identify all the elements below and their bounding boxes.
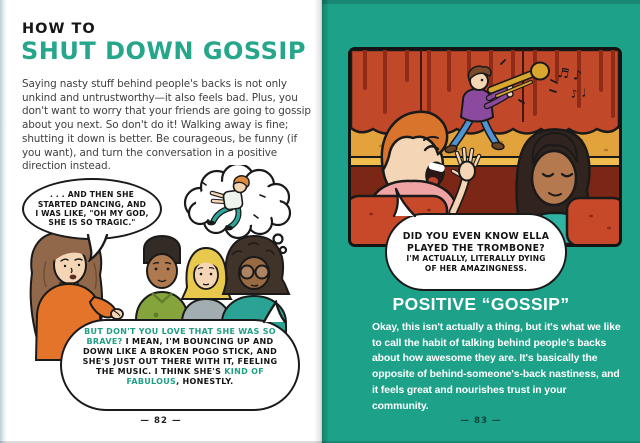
music-notes-icon: ♪ ♩ bbox=[569, 86, 587, 101]
section-heading: POSITIVE “GOSSIP” bbox=[392, 294, 570, 314]
plain-text: I MEAN, I'M BOUNCING UP AND DOWN LIKE A BROKEN POGO STICK, AND SHE'S JUST OUT THERE WITH IT, FEELING THE MUSIC. I THINK SHE'S bbox=[82, 337, 278, 376]
body-paragraph: Okay, this isn't actually a thing, but it's what we like to call the habit of talking behind people's backs about how awesome they are. It's basically the opposite of behind-someone's-back nastiness, and it feels great and nourishes trust in your community. bbox=[372, 322, 621, 412]
bubble-line: I'M ACTUALLY, LITERALLY DYING bbox=[406, 254, 546, 264]
book-spine bbox=[314, 0, 328, 443]
gossip-speech-bubble bbox=[22, 178, 162, 240]
kicker: HOW TO bbox=[22, 21, 96, 37]
bubble-line: I WAS LIKE, "OH MY GOD, bbox=[35, 209, 149, 218]
bubble-line: . . . AND THEN SHE bbox=[49, 190, 135, 200]
reply-speech-bubble bbox=[60, 319, 300, 411]
page-title: SHUT DOWN GOSSIP bbox=[21, 37, 306, 65]
bubble-line: SHE IS SO TRAGIC." bbox=[48, 218, 136, 228]
bubble-tail bbox=[258, 300, 288, 324]
emphasis-text: KIND OF FABULOUS bbox=[126, 367, 264, 386]
page-number-left: — 82 — bbox=[140, 416, 182, 426]
bubble-line: PLAYED THE TROMBONE? bbox=[407, 242, 545, 254]
bubble-line: OF HER AMAZINGNESS. bbox=[424, 263, 528, 273]
trombone-speech-bubble bbox=[385, 213, 567, 291]
bubble-line: DID YOU EVEN KNOW ELLA bbox=[402, 231, 550, 242]
bubble-line: STARTED DANCING, AND bbox=[37, 199, 147, 209]
emphasis-text: BUT DON'T YOU LOVE THAT SHE WAS SO BRAVE? bbox=[84, 327, 276, 346]
intro-paragraph: Saying nasty stuff behind people's backs is not only unkind and untrustworthy—it also feels bad. Plus, you don't want to worry that your friends are going to gossip about you next. So don't do it! Walking away is fine; shutting it down is better. Be courageous, be funny (if you want), and turn the conversation in a positive direction instead. bbox=[22, 78, 311, 173]
page-number-right: — 83 — bbox=[460, 416, 502, 426]
bubble-tail bbox=[84, 234, 114, 262]
bubble-tail bbox=[389, 187, 421, 218]
page-edge bbox=[0, 0, 7, 443]
theater-seat-right bbox=[567, 198, 619, 244]
plain-text: , HONESTLY. bbox=[176, 377, 234, 386]
music-notes-icon: ♬ ♪ bbox=[556, 65, 583, 85]
